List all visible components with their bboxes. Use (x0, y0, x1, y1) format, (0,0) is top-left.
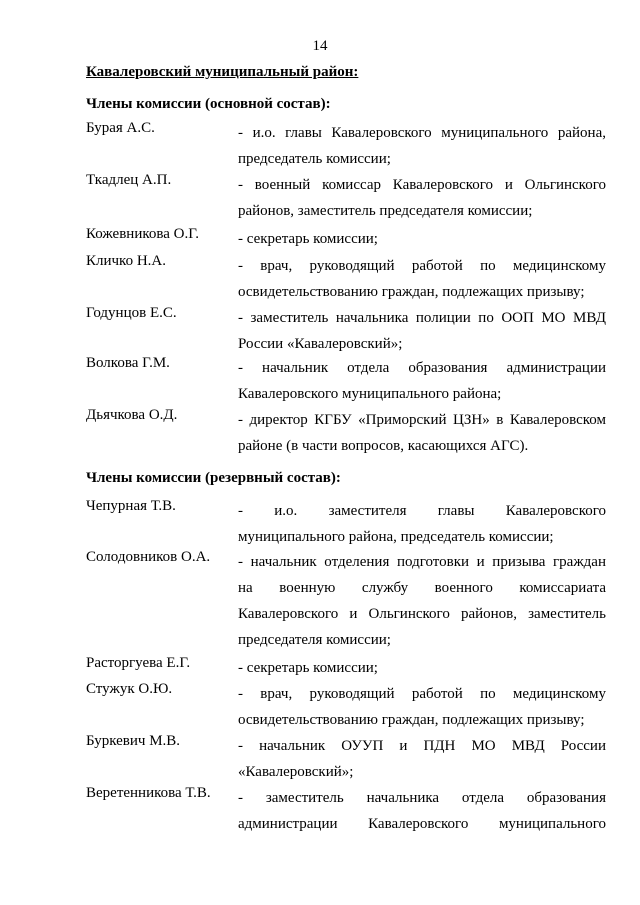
member-name: Буркевич М.В. (86, 733, 181, 749)
member-role-line: председатель комиссии; (238, 151, 391, 167)
member-role-line: - заместитель начальника отдела образования (238, 790, 606, 806)
member-name: Дьячкова О.Д. (86, 407, 178, 423)
member-role-line: освидетельствованию граждан, подлежащих призыву; (238, 712, 585, 728)
member-name: Веретенникова Т.В. (86, 785, 211, 801)
member-name: Волкова Г.М. (86, 355, 170, 371)
member-role-line: председателя комиссии; (238, 632, 391, 648)
member-role-line: - начальник ОУУП и ПДН МО МВД России (238, 738, 606, 754)
member-role-line: - начальник отдела образования администрации (238, 360, 606, 376)
member-role-line: - заместитель начальника полиции по ООП МО МВД (238, 310, 606, 326)
district-title: Кавалеровский муниципальный район: (86, 64, 359, 80)
member-name: Чепурная Т.В. (86, 498, 176, 514)
member-role-line: Кавалеровского и Ольгинского районов, заместитель (238, 606, 606, 622)
member-name: Годунцов Е.С. (86, 305, 177, 321)
member-name: Кличко Н.А. (86, 253, 167, 269)
member-role-line: - военный комиссар Кавалеровского и Ольгинского (238, 177, 606, 193)
member-role-line: - и.о. главы Кавалеровского муниципального района, (238, 125, 606, 141)
member-role-line: - секретарь комиссии; (238, 660, 378, 676)
member-role-line: - директор КГБУ «Приморский ЦЗН» в Кавалеровском (238, 412, 606, 428)
member-name: Расторгуева Е.Г. (86, 655, 191, 671)
member-role-line: - врач, руководящий работой по медицинскому (238, 258, 606, 274)
member-role-line: - секретарь комиссии; (238, 231, 378, 247)
member-role-line: муниципального района, председатель комиссии; (238, 529, 554, 545)
member-name: Солодовников О.А. (86, 549, 211, 565)
member-role-line: - начальник отделения подготовки и призыва граждан (238, 554, 606, 570)
member-name: Бурая А.С. (86, 120, 155, 136)
member-name: Стужук О.Ю. (86, 681, 173, 697)
member-role-line: «Кавалеровский»; (238, 764, 354, 780)
member-name: Ткадлец А.П. (86, 172, 172, 188)
member-role-line: на военную службу военного комиссариата (238, 580, 606, 596)
page-number: 14 (312, 38, 328, 54)
member-role-line: освидетельствованию граждан, подлежащих призыву; (238, 284, 585, 300)
member-role-line: - врач, руководящий работой по медицинскому (238, 686, 606, 702)
member-role-line: районов, заместитель председателя комиссии; (238, 203, 533, 219)
member-role-line: администрации Кавалеровского муниципального (238, 816, 606, 832)
member-name: Кожевникова О.Г. (86, 226, 199, 242)
member-role-line: Кавалеровского муниципального района; (238, 386, 502, 402)
main-heading: Члены комиссии (основной состав): (86, 96, 331, 112)
member-role-line: России «Кавалеровский»; (238, 336, 403, 352)
member-role-line: - и.о. заместителя главы Кавалеровского (238, 503, 606, 519)
reserve-heading: Члены комиссии (резервный состав): (86, 470, 341, 486)
member-role-line: районе (в части вопросов, касающихся АГС). (238, 438, 529, 454)
